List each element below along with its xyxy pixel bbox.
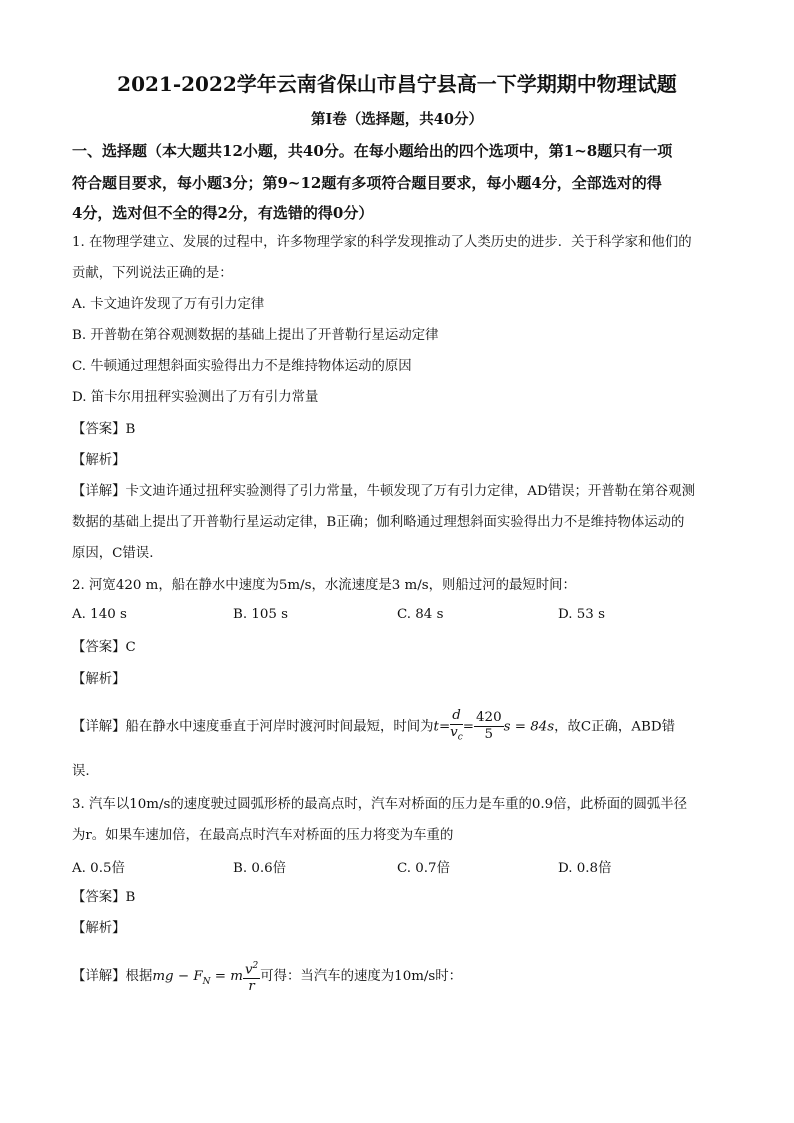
- q2-eq-t: t: [433, 719, 439, 735]
- q1-answer: 【答案】B: [72, 422, 136, 437]
- q2-analysis-label: 【解析】: [72, 672, 126, 687]
- q3-detail-text: 【详解】根据: [72, 969, 153, 985]
- q1-detail-line3: 原因，C错误.: [72, 546, 154, 561]
- q3-analysis-label: 【解析】: [72, 921, 126, 936]
- q1-stem-line1: 1. 在物理学建立、发展的过程中，许多物理学家的科学发现推动了人类历史的进步．关于科学家和他们的: [72, 235, 692, 250]
- q3-stem-line2: 为r。如果车速加倍，在最高点时汽车对桥面的压力将变为车重的: [72, 828, 454, 843]
- q1-detail-line2: 数据的基础上提出了开普勒行星运动定律，B正确；伽利略通过理想斜面实验得出力不是维持物体运动的: [72, 515, 685, 530]
- q2-option-d: D. 53 s: [558, 607, 605, 622]
- q2-eq-fraction-420-over-5: $\frac{420}{5}$: [476, 710, 502, 743]
- q3-option-b: B. 0.6倍: [233, 861, 287, 876]
- q3-option-a: A. 0.5倍: [72, 861, 125, 876]
- q2-detail-post: ，故C正确，ABD错: [554, 719, 675, 735]
- q3-eq-fraction-v2-over-r: $\frac{v^2}{r}$: [243, 958, 260, 995]
- q1-option-a: A. 卡文迪许发现了万有引力定律: [72, 297, 265, 312]
- q2-detail-text: 【详解】船在静水中速度垂直于河岸时渡河时间最短，时间为: [72, 719, 434, 735]
- q2-option-a: A. 140 s: [72, 607, 127, 622]
- q3-detail-post: 可得：当汽车的速度为10m/s时：: [260, 969, 463, 985]
- q3-stem-line1: 3. 汽车以10m/s的速度驶过圆弧形桥的最高点时，汽车对桥面的压力是车重的0.9倍，此桥面的圆弧半径: [72, 797, 688, 812]
- section-instructions-line2: 符合题目要求，每小题3分；第9~12题有多项符合题目要求，每小题4分，全部选对的得: [72, 174, 662, 192]
- section-instructions-line1: 一、选择题（本大题共12小题，共40分。在每小题给出的四个选项中，第1~8题只有一项: [72, 142, 673, 160]
- q2-stem: 2. 河宽420 m，船在静水中速度为5m/s，水流速度是3 m/s，则船过河的最短时间：: [72, 578, 576, 593]
- section-instructions-line3: 4分，选对但不全的得2分，有选错的得0分）: [72, 204, 374, 222]
- q2-answer: 【答案】C: [72, 640, 136, 655]
- q3-eq-left: mg − F: [152, 969, 203, 985]
- q3-answer: 【答案】B: [72, 890, 136, 905]
- q3-eq-mid: = m: [210, 969, 243, 985]
- q2-eq-result: s = 84s: [503, 719, 555, 735]
- q2-option-c: C. 84 s: [397, 607, 444, 622]
- q2-detail-line: 【详解】船在静水中速度垂直于河岸时渡河时间最短，时间为t= $\frac{d}{v_c}$ = $\frac{420}{5}$ s = 84s，故C正确，ABD错: [72, 708, 722, 746]
- q2-detail-end: 误.: [72, 764, 90, 779]
- q1-option-b: B. 开普勒在第谷观测数据的基础上提出了开普勒行星运动定律: [72, 328, 439, 343]
- q1-analysis-label: 【解析】: [72, 453, 126, 468]
- q1-stem-line2: 贡献，下列说法正确的是：: [72, 266, 233, 281]
- q2-option-b: B. 105 s: [233, 607, 289, 622]
- q1-option-c: C. 牛顿通过理想斜面实验得出力不是维持物体运动的原因: [72, 359, 412, 374]
- page-title: 2021-2022学年云南省保山市昌宁县高一下学期期中物理试题: [117, 72, 677, 96]
- q2-eq-fraction-d-over-v: $\frac{d}{v_c}$: [450, 708, 463, 743]
- q3-option-c: C. 0.7倍: [397, 861, 450, 876]
- section-subtitle: 第Ⅰ卷（选择题，共40分）: [311, 111, 483, 128]
- q1-option-d: D. 笛卡尔用扭秤实验测出了万有引力常量: [72, 390, 319, 405]
- q3-option-d: D. 0.8倍: [558, 861, 612, 876]
- q3-detail-line: 【详解】根据mg − $F_N = m$ $\frac{v^2}{r}$ 可得：当汽车的速度为10m/s时：: [72, 958, 722, 1000]
- q2-eq-equals: =: [438, 719, 451, 735]
- q1-detail-line1: 【详解】卡文迪许通过扭秤实验测得了引力常量，牛顿发现了万有引力定律，AD错误；开普勒在第谷观测: [72, 484, 695, 499]
